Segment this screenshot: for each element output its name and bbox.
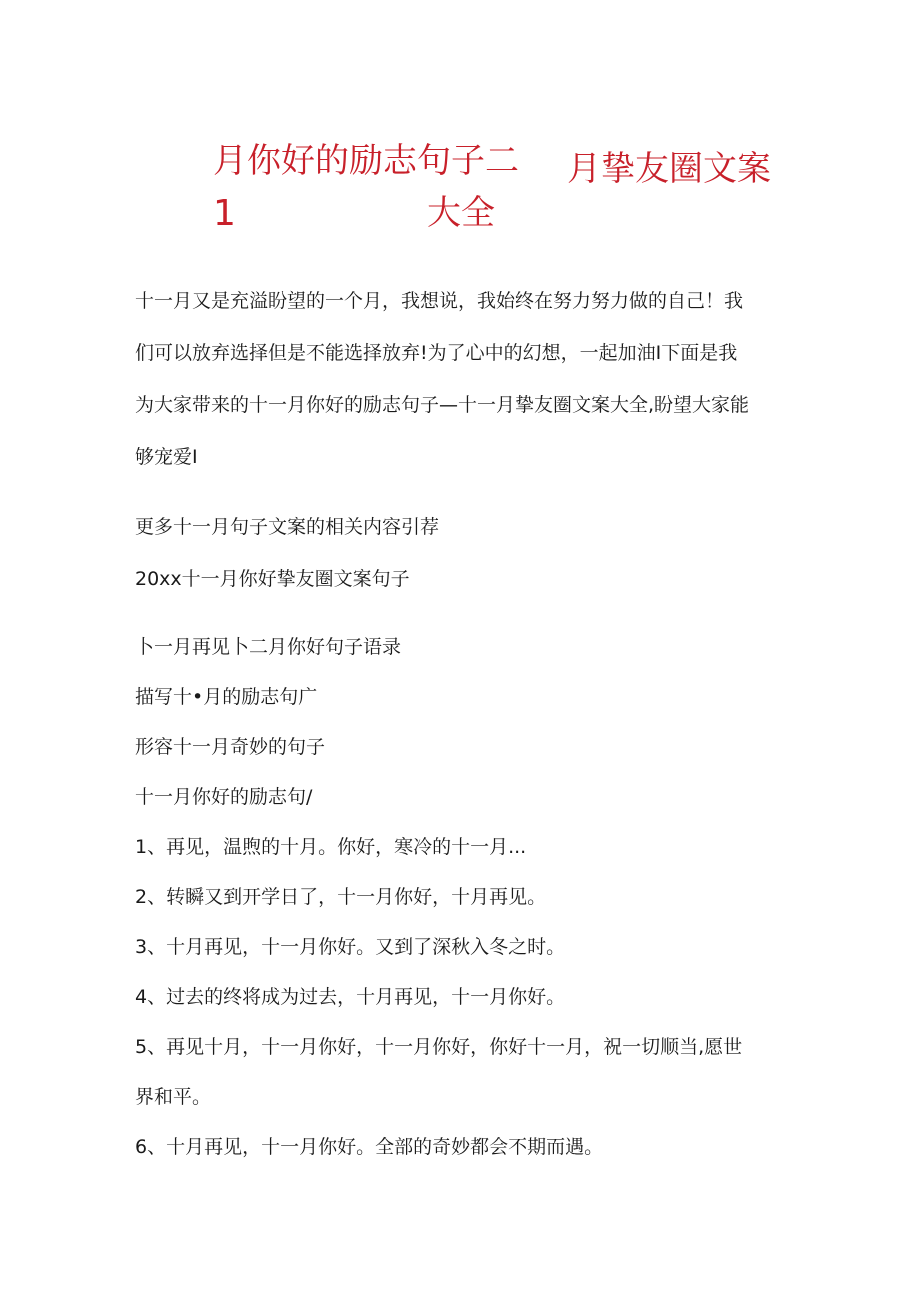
sentence-item: 1、再见，温煦的十月。你好，寒冷的十一月... bbox=[135, 836, 527, 858]
related-heading: 更多十一月句子文案的相关内容引荐 bbox=[135, 516, 440, 538]
related-link[interactable]: 卜一月再见卜二月你好句子语录 bbox=[135, 636, 402, 658]
title-part-1: 月你好的励志句子二 bbox=[213, 141, 519, 181]
sentence-item: 2、转瞬又到开学日了，十一月你好，十月再见。 bbox=[135, 886, 547, 908]
sentence-item: 4、过去的终将成为过去，十月再见，十一月你好。 bbox=[135, 986, 566, 1008]
sentence-item: 6、十月再见，十一月你好。全部的奇妙都会不期而遇。 bbox=[135, 1136, 604, 1158]
intro-line: 十一月又是充溢盼望的一个月，我想说，我始终在努力努力做的自己！我 bbox=[135, 290, 744, 312]
intro-paragraph bbox=[135, 275, 795, 483]
related-link[interactable]: 形容十一月奇妙的句子 bbox=[135, 736, 326, 758]
sentence-item: 3、十月再见，十一月你好。又到了深秋入冬之时。 bbox=[135, 936, 566, 958]
title-part-3: 大全 bbox=[427, 193, 495, 233]
intro-line: 为大家带来的十一月你好的励志句子—十一月挚友圈文案大全,盼望大家能 bbox=[135, 394, 750, 416]
title-part-4: 月挚友圈文案 bbox=[567, 149, 771, 189]
intro-line: 们可以放弃选择但是不能选择放弃!为了心中的幻想，一起加油I下面是我 bbox=[135, 342, 738, 364]
intro-line: 够宠爱I bbox=[135, 446, 198, 468]
sentence-item: 5、再见十月，十一月你好，十一月你好，你好十一月，祝一切顺当,愿世 bbox=[135, 1036, 743, 1058]
related-link[interactable]: 20xx十一月你好挚友圈文案句子 bbox=[135, 568, 410, 590]
sentence-item-continued: 界和平。 bbox=[135, 1086, 212, 1108]
related-link[interactable]: 描写十•月的励志句广 bbox=[135, 686, 318, 708]
title-part-2: 1 bbox=[213, 193, 236, 234]
related-link[interactable]: 十一月你好的励志句/ bbox=[135, 786, 313, 808]
